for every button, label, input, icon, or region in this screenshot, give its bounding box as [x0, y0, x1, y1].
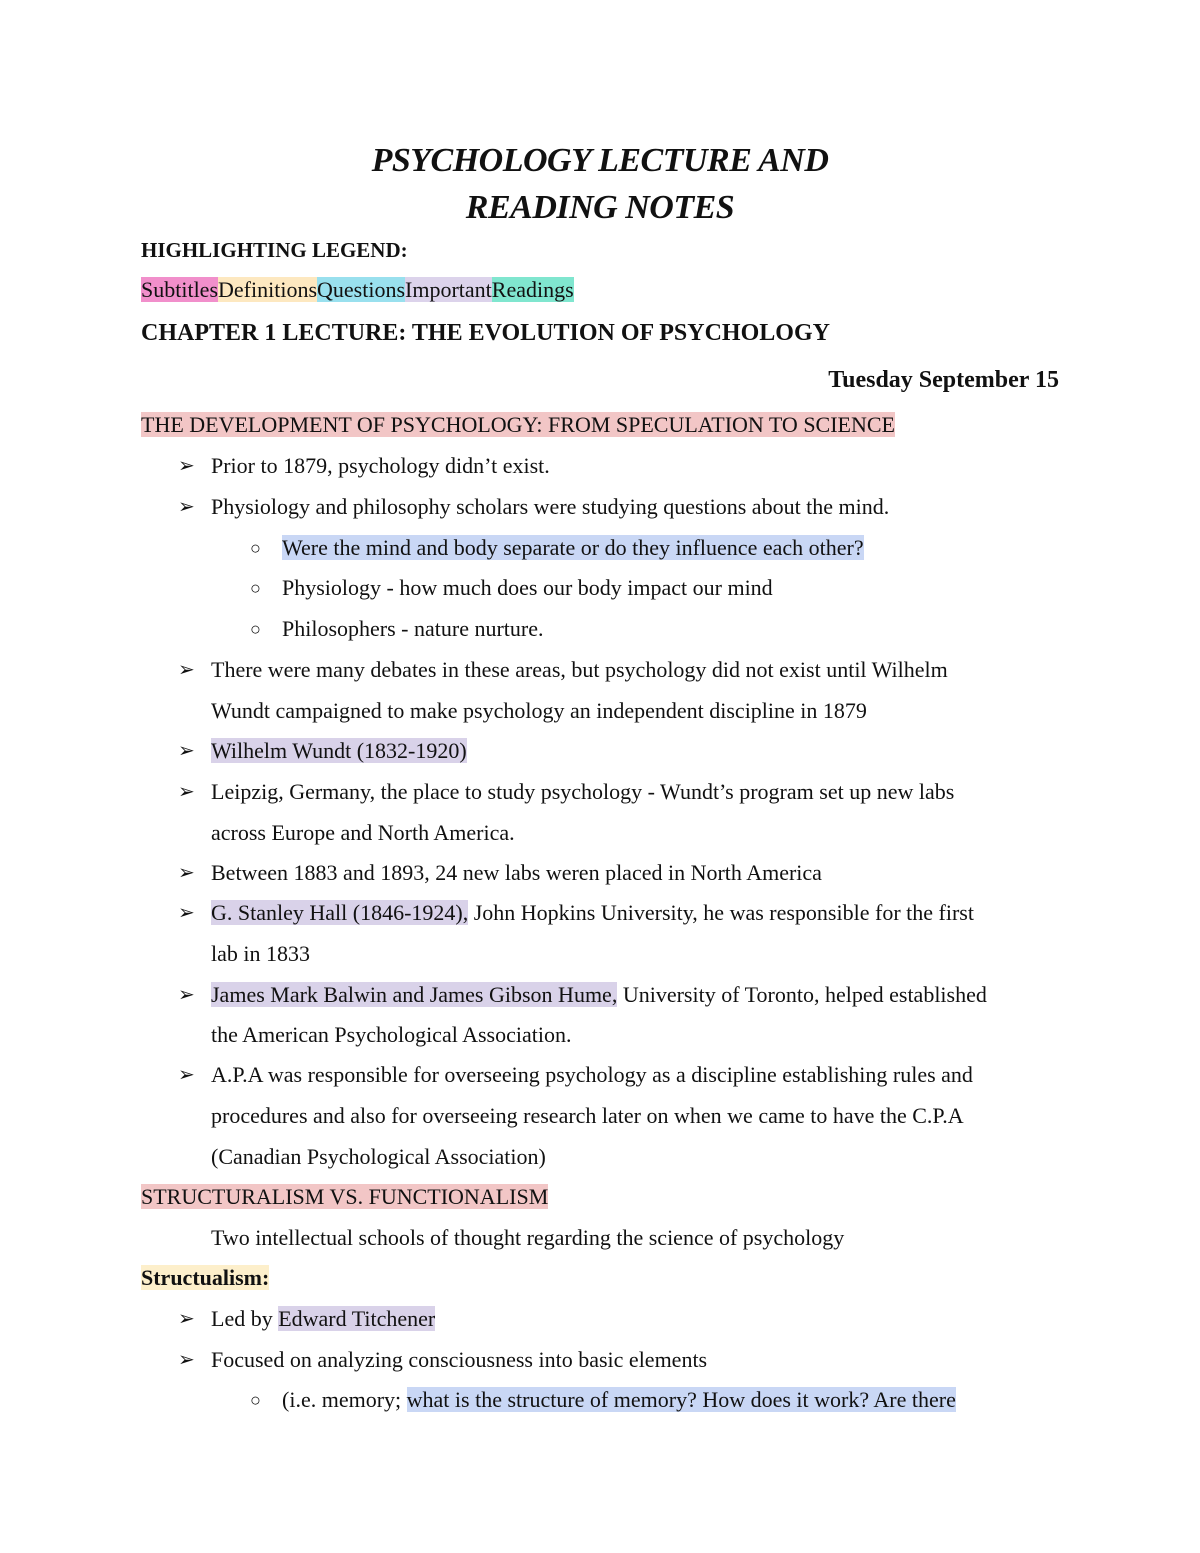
- sub-list-item: Physiology - how much does our body impact our mind: [282, 575, 773, 600]
- circle-bullet-icon: ○: [250, 619, 261, 639]
- question-highlight: Were the mind and body separate or do they influence each other?: [282, 535, 864, 560]
- list-item: Leipzig, Germany, the place to study psychology - Wundt’s program set up new labs: [211, 779, 955, 804]
- arrowhead-bullet-icon: ➢: [178, 781, 195, 803]
- sub-list-item: [282, 1386, 956, 1414]
- highlight-legend: [141, 276, 574, 304]
- arrowhead-bullet-icon: ➢: [178, 1308, 195, 1330]
- section-heading-text: THE DEVELOPMENT OF PSYCHOLOGY: FROM SPECULATION TO SCIENCE: [141, 412, 895, 437]
- list-item: [211, 899, 974, 927]
- arrowhead-bullet-icon: ➢: [178, 902, 195, 924]
- section-intro: Two intellectual schools of thought regarding the science of psychology: [211, 1225, 845, 1250]
- list-item-text: (i.e. memory;: [282, 1387, 407, 1412]
- list-item: Physiology and philosophy scholars were studying questions about the mind.: [211, 494, 890, 519]
- list-item-text: Led by: [211, 1306, 279, 1331]
- arrowhead-bullet-icon: ➢: [178, 984, 195, 1006]
- list-item-text: University of Toronto, helped established: [617, 982, 987, 1007]
- list-item: Between 1883 and 1893, 24 new labs weren placed in North America: [211, 860, 822, 885]
- list-item-text: John Hopkins University, he was responsible for the first: [468, 900, 974, 925]
- circle-bullet-icon: ○: [250, 578, 261, 598]
- list-item-continuation: the American Psychological Association.: [211, 1022, 572, 1047]
- legend-heading: HIGHLIGHTING LEGEND:: [141, 238, 408, 262]
- section-heading-text: STRUCTURALISM VS. FUNCTIONALISM: [141, 1184, 549, 1209]
- important-highlight: James Mark Balwin and James Gibson Hume,: [211, 982, 618, 1007]
- list-item-continuation: across Europe and North America.: [211, 820, 515, 845]
- list-item: Prior to 1879, psychology didn’t exist.: [211, 453, 550, 478]
- arrowhead-bullet-icon: ➢: [178, 659, 195, 681]
- arrowhead-bullet-icon: ➢: [178, 496, 195, 518]
- important-highlight: G. Stanley Hall (1846-1924),: [211, 900, 469, 925]
- legend-important: Important: [405, 277, 492, 302]
- chapter-heading: CHAPTER 1 LECTURE: THE EVOLUTION OF PSYCHOLOGY: [141, 320, 830, 346]
- list-item: A.P.A was responsible for overseeing psychology as a discipline establishing rules and: [211, 1062, 973, 1087]
- list-item-continuation: procedures and also for overseeing research later on when we came to have the C.P.A: [211, 1103, 964, 1128]
- list-item-continuation: (Canadian Psychological Association): [211, 1144, 546, 1169]
- sub-list-item: Philosophers - nature nurture.: [282, 616, 544, 641]
- document-title-line-2: READING NOTES: [465, 189, 735, 226]
- list-item: [211, 981, 987, 1009]
- circle-bullet-icon: ○: [250, 1390, 261, 1410]
- section-heading-structuralism: [141, 1183, 548, 1211]
- legend-questions: Questions: [317, 277, 406, 302]
- arrowhead-bullet-icon: ➢: [178, 455, 195, 477]
- document-title-line-1: PSYCHOLOGY LECTURE AND: [371, 142, 829, 179]
- legend-readings: Readings: [491, 277, 574, 302]
- sub-list-item: [282, 534, 864, 562]
- list-item: [211, 1305, 435, 1333]
- legend-definitions: Definitions: [218, 277, 318, 302]
- question-highlight: what is the structure of memory? How does it work? Are there: [406, 1387, 956, 1412]
- important-highlight: Edward Titchener: [278, 1306, 436, 1331]
- arrowhead-bullet-icon: ➢: [178, 862, 195, 884]
- circle-bullet-icon: ○: [250, 538, 261, 558]
- list-item: [211, 737, 467, 765]
- arrowhead-bullet-icon: ➢: [178, 1349, 195, 1371]
- list-item: There were many debates in these areas, but psychology did not exist until Wilhelm: [211, 657, 948, 682]
- arrowhead-bullet-icon: ➢: [178, 740, 195, 762]
- list-item: Focused on analyzing consciousness into basic elements: [211, 1347, 708, 1372]
- list-item-continuation: Wundt campaigned to make psychology an independent discipline in 1879: [211, 698, 867, 723]
- lecture-date: Tuesday September 15: [828, 367, 1059, 393]
- list-item-continuation: lab in 1833: [211, 941, 310, 966]
- definition-heading: [141, 1264, 269, 1292]
- legend-subtitles: Subtitles: [141, 277, 219, 302]
- definition-highlight: Structualism:: [141, 1265, 270, 1290]
- section-heading-development: [141, 411, 895, 439]
- important-highlight: Wilhelm Wundt (1832-1920): [211, 738, 467, 763]
- arrowhead-bullet-icon: ➢: [178, 1064, 195, 1086]
